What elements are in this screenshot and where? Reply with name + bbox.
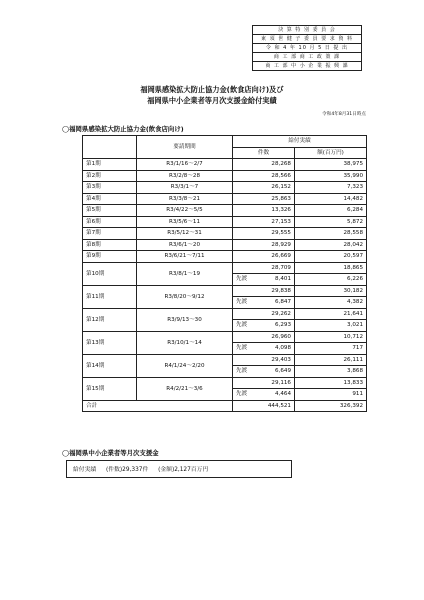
- table-row: [83, 239, 367, 251]
- count-cell: 27,153: [233, 216, 295, 228]
- prepay-count-value: 4,464: [274, 391, 291, 398]
- amount-cell: 28,558: [295, 228, 367, 240]
- prepay-count-cell: [233, 389, 295, 401]
- payment-results-table: [82, 135, 367, 412]
- term-cell: 第9期: [83, 251, 137, 263]
- table-row: [83, 159, 367, 171]
- summary-amount: (金額)2,127百万円: [158, 467, 209, 473]
- table-row: [83, 285, 367, 297]
- prepay-count-value: 4,098: [274, 345, 291, 352]
- term-cell: 第3期: [83, 182, 137, 194]
- period-cell: R3/3/8～21: [137, 193, 233, 205]
- amount-cell: 20,597: [295, 251, 367, 263]
- document-title-line2: 福岡県中小企業者等月次支援金給付実績: [147, 96, 277, 105]
- prepay-amount-cell: 3,021: [295, 320, 367, 332]
- table-row: [83, 331, 367, 343]
- prepay-amount-cell: 4,382: [295, 297, 367, 309]
- header-blank-cell: [83, 136, 137, 159]
- count-cell: 26,960: [233, 331, 295, 343]
- summary-count: (件数)29,337件: [106, 467, 149, 473]
- prepay-count-cell: [233, 274, 295, 286]
- table-row: [83, 216, 367, 228]
- term-cell: 第2期: [83, 170, 137, 182]
- count-cell: 29,262: [233, 308, 295, 320]
- count-cell: 28,709: [233, 262, 295, 274]
- header-period: 要請期間: [137, 136, 233, 159]
- period-cell: R3/3/1～7: [137, 182, 233, 194]
- term-cell: 第1期: [83, 159, 137, 171]
- period-cell: R4/1/24～2/20: [137, 354, 233, 377]
- total-label: 合計: [83, 400, 233, 412]
- term-cell: 第11期: [83, 285, 137, 308]
- prepay-label: 先渡: [236, 276, 248, 283]
- period-cell: R4/2/21～3/6: [137, 377, 233, 400]
- term-cell: 第10期: [83, 262, 137, 285]
- prepay-count-cell: [233, 343, 295, 355]
- count-cell: 29,403: [233, 354, 295, 366]
- count-cell: 26,152: [233, 182, 295, 194]
- period-cell: R3/1/16～2/7: [137, 159, 233, 171]
- term-cell: 第5期: [83, 205, 137, 217]
- stamp-line: 商 工 部 商 工 政 策 課: [253, 53, 361, 62]
- prepay-count-value: 6,293: [274, 322, 291, 329]
- prepay-count-cell: [233, 297, 295, 309]
- amount-cell: 30,182: [295, 285, 367, 297]
- table-row: [83, 205, 367, 217]
- count-cell: 28,566: [233, 170, 295, 182]
- prepay-count-value: 6,847: [274, 299, 291, 306]
- amount-cell: 35,990: [295, 170, 367, 182]
- prepay-count-cell: [233, 320, 295, 332]
- monthly-support-summary: [66, 460, 292, 478]
- count-cell: 29,838: [233, 285, 295, 297]
- count-cell: 26,669: [233, 251, 295, 263]
- term-cell: 第6期: [83, 216, 137, 228]
- table-row: [83, 354, 367, 366]
- document-title-line1: 福岡県感染拡大防止協力金(飲食店向け)及び: [140, 85, 284, 94]
- table-row: [83, 377, 367, 389]
- summary-label: 給付実績: [73, 467, 97, 473]
- period-cell: R3/5/6～11: [137, 216, 233, 228]
- term-cell: 第4期: [83, 193, 137, 205]
- prepay-count-cell: [233, 366, 295, 378]
- header-count: 件数: [233, 147, 295, 159]
- count-cell: 29,555: [233, 228, 295, 240]
- amount-cell: 28,042: [295, 239, 367, 251]
- prepay-count-value: 8,401: [274, 276, 291, 283]
- amount-cell: 26,111: [295, 354, 367, 366]
- stamp-line: 東 須 世 健 子 委 員 要 求 資 料: [253, 35, 361, 44]
- stamp-line: 令 和 4 年 10 月 5 日 提 出: [253, 44, 361, 53]
- stamp-line: 決 算 特 別 委 員 会: [253, 26, 361, 35]
- term-cell: 第12期: [83, 308, 137, 331]
- document-stamp: [252, 25, 362, 71]
- count-cell: 25,863: [233, 193, 295, 205]
- term-cell: 第14期: [83, 354, 137, 377]
- table-row: [83, 262, 367, 274]
- term-cell: 第13期: [83, 331, 137, 354]
- term-cell: 第15期: [83, 377, 137, 400]
- header-amount: 額(百万円): [295, 147, 367, 159]
- amount-cell: 14,482: [295, 193, 367, 205]
- period-cell: R3/6/21～7/11: [137, 251, 233, 263]
- prepay-count-value: 6,649: [274, 368, 291, 375]
- prepay-amount-cell: 911: [295, 389, 367, 401]
- prepay-label: 先渡: [236, 299, 248, 306]
- period-cell: R3/9/13～30: [137, 308, 233, 331]
- period-cell: R3/2/8～28: [137, 170, 233, 182]
- table-row: [83, 251, 367, 263]
- count-cell: 28,268: [233, 159, 295, 171]
- table-row: [83, 182, 367, 194]
- prepay-label: 先渡: [236, 391, 248, 398]
- table-row: [83, 228, 367, 240]
- count-cell: 29,116: [233, 377, 295, 389]
- prepay-amount-cell: 6,226: [295, 274, 367, 286]
- term-cell: 第8期: [83, 239, 137, 251]
- prepay-label: 先渡: [236, 322, 248, 329]
- total-count: 444,521: [233, 400, 295, 412]
- amount-cell: 6,284: [295, 205, 367, 217]
- period-cell: R3/8/20～9/12: [137, 285, 233, 308]
- section2-heading: ◯福岡県中小企業者等月次支援金: [62, 449, 159, 457]
- table-row: [83, 193, 367, 205]
- as-of-date: 令和4年8月31日時点: [322, 112, 366, 117]
- period-cell: R3/5/12～31: [137, 228, 233, 240]
- period-cell: R3/4/22～5/5: [137, 205, 233, 217]
- header-results: 給付実績: [233, 136, 367, 148]
- prepay-amount-cell: 717: [295, 343, 367, 355]
- amount-cell: 13,833: [295, 377, 367, 389]
- period-cell: R3/6/1～20: [137, 239, 233, 251]
- prepay-amount-cell: 3,868: [295, 366, 367, 378]
- prepay-label: 先渡: [236, 345, 248, 352]
- total-amount: 326,392: [295, 400, 367, 412]
- amount-cell: 7,323: [295, 182, 367, 194]
- section1-heading: ◯福岡県感染拡大防止協力金(飲食店向け): [62, 125, 184, 133]
- count-cell: 13,326: [233, 205, 295, 217]
- term-cell: 第7期: [83, 228, 137, 240]
- table-header-row: [83, 136, 367, 148]
- amount-cell: 21,641: [295, 308, 367, 320]
- table-row: [83, 170, 367, 182]
- period-cell: R3/10/1～14: [137, 331, 233, 354]
- total-row: [83, 400, 367, 412]
- amount-cell: 5,872: [295, 216, 367, 228]
- table-row: [83, 308, 367, 320]
- count-cell: 28,929: [233, 239, 295, 251]
- amount-cell: 10,712: [295, 331, 367, 343]
- amount-cell: 18,865: [295, 262, 367, 274]
- period-cell: R3/8/1～19: [137, 262, 233, 285]
- stamp-line: 商 工 部 中 小 企 業 振 興 課: [265, 63, 349, 69]
- prepay-label: 先渡: [236, 368, 248, 375]
- amount-cell: 38,975: [295, 159, 367, 171]
